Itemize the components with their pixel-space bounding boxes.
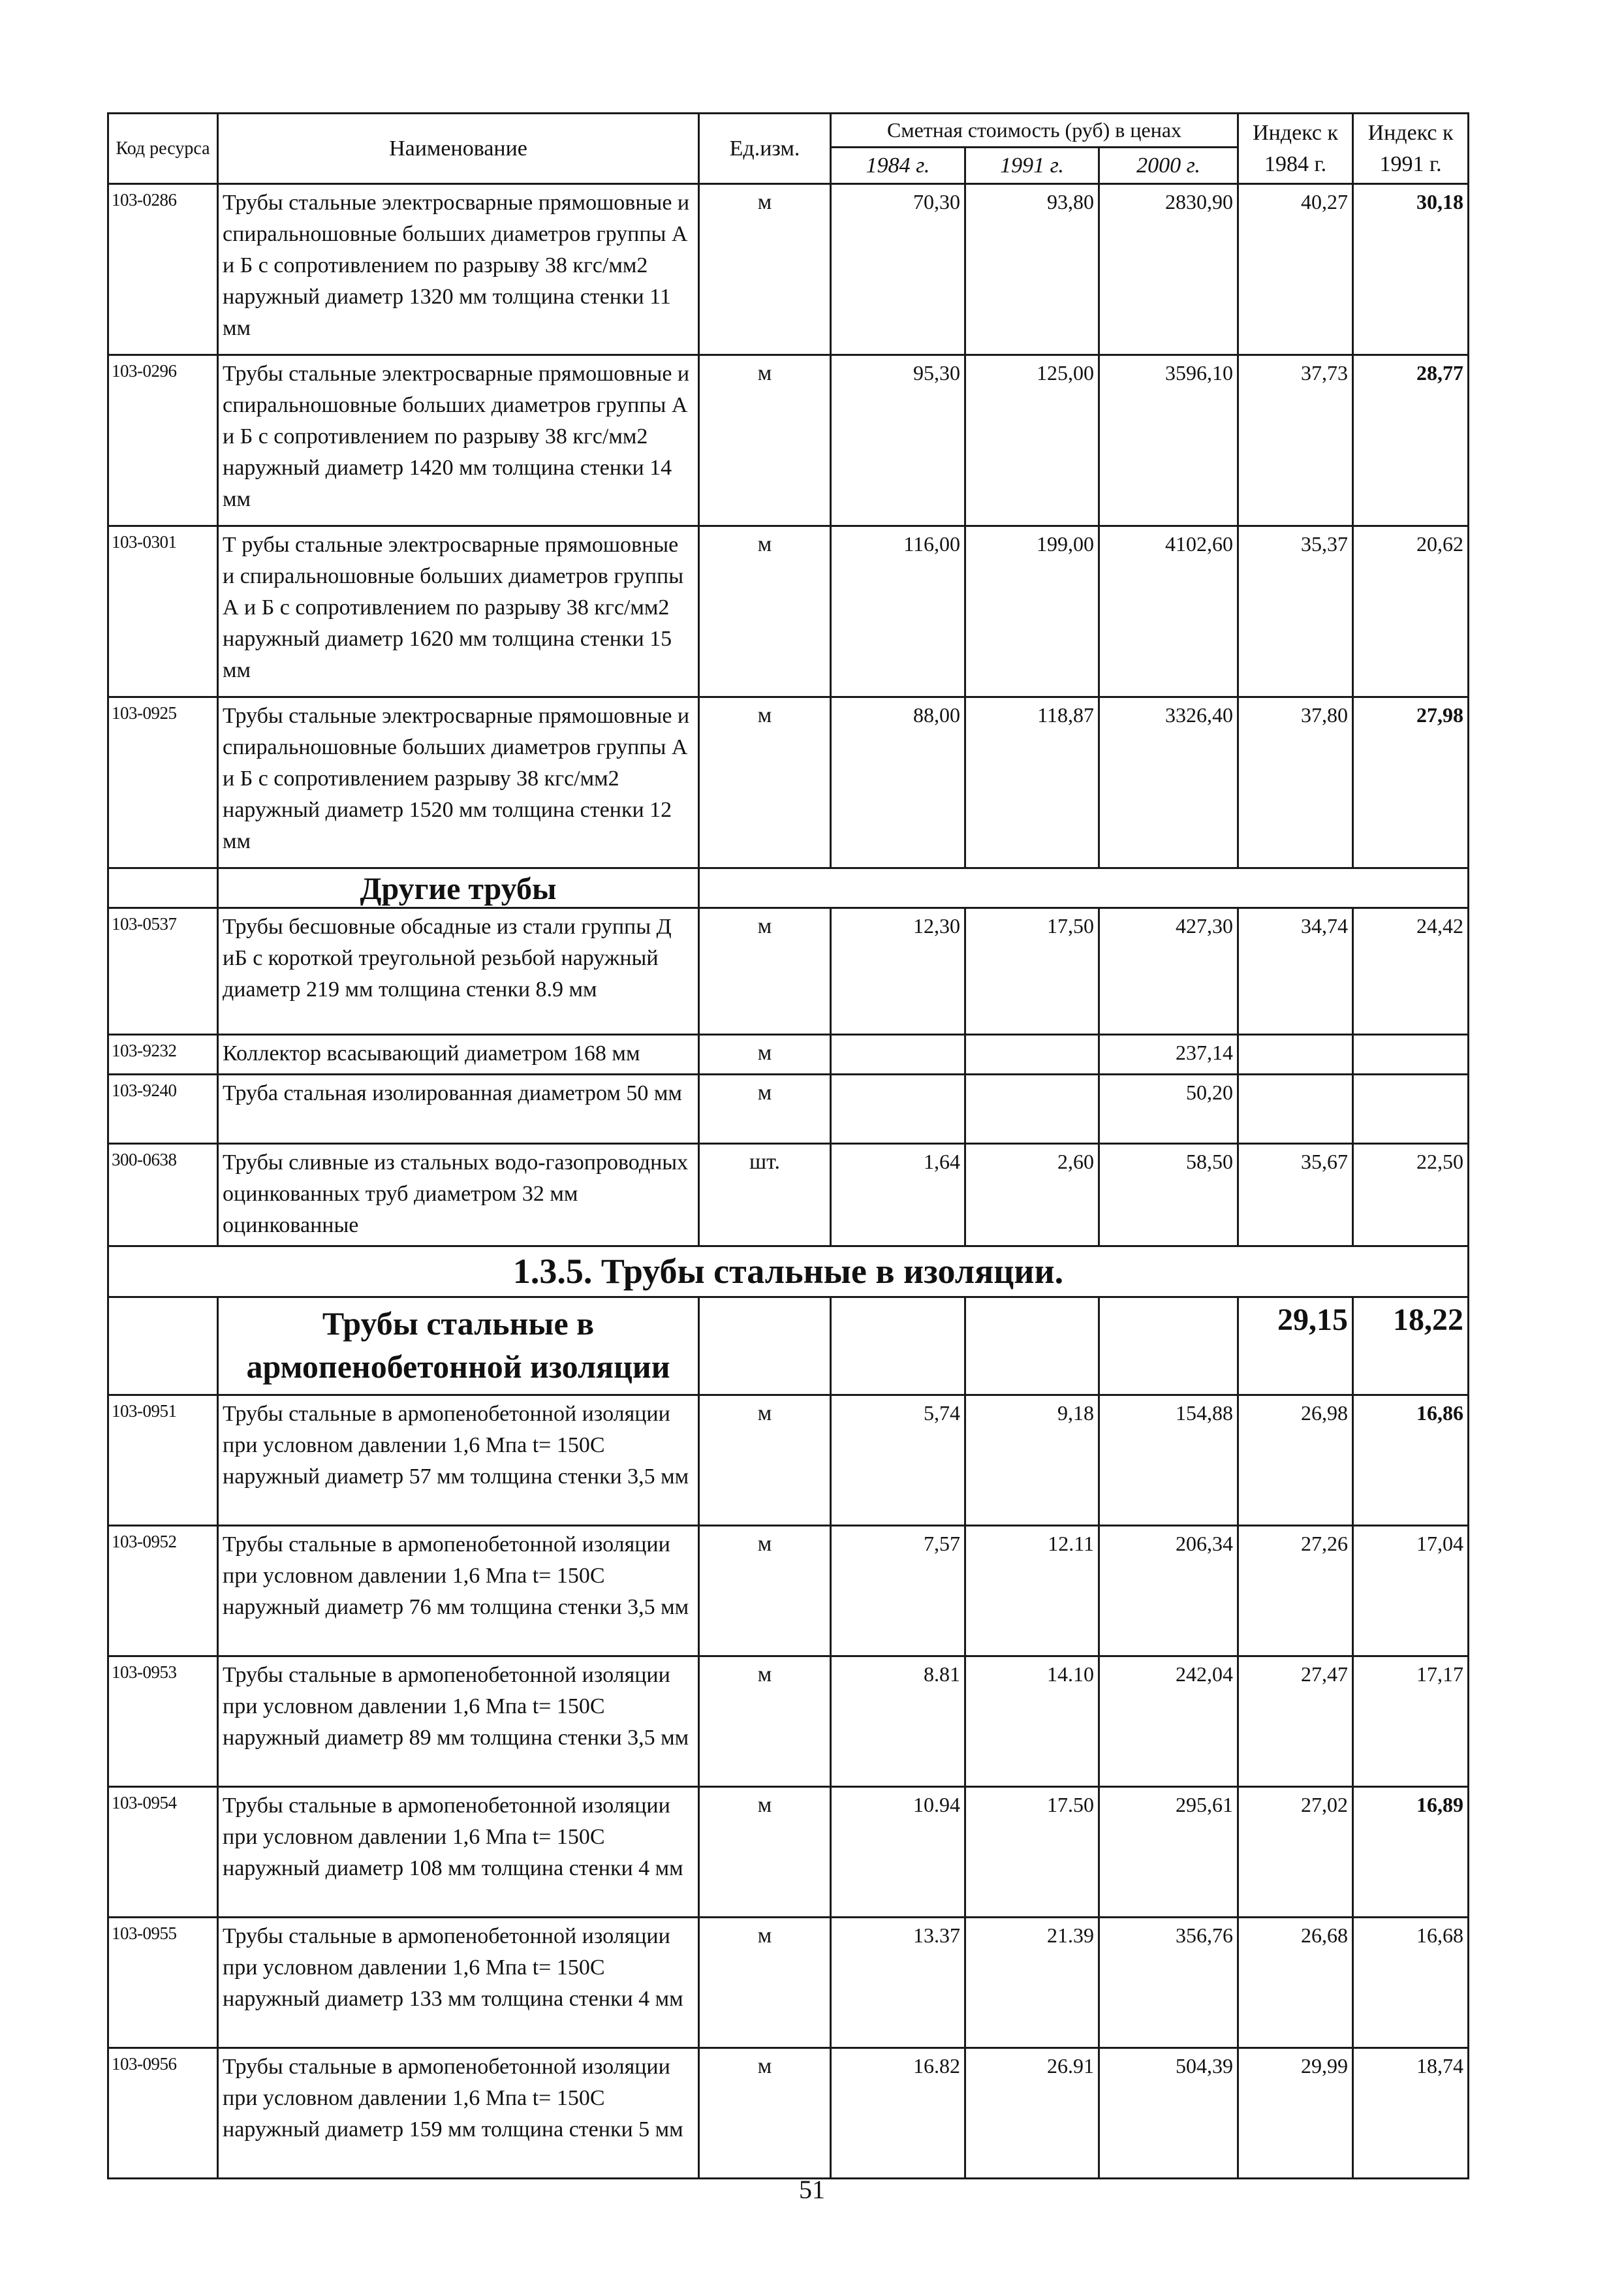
cost-1991-cell: 118,87 <box>965 697 1099 868</box>
cost-1984-cell: 95,30 <box>831 355 965 526</box>
table-row <box>108 1656 1469 1787</box>
index-1991-cell: 24,42 <box>1353 908 1469 1035</box>
table-row <box>108 2048 1469 2179</box>
resource-code: 300-0638 <box>108 1144 218 1246</box>
resource-name: Трубы стальные электросварные прямошовные и спиральношовные больших диаметров группы А и Б с сопротивлением разрыву 38 кгс/мм2 наружный диаметр 1520 мм толщина стенки 12 мм <box>218 697 699 868</box>
resource-name: Т рубы стальные электросварные прямошовные и спиральношовные больших диаметров группы А и Б с сопротивлением по разрыву 38 кгс/мм2 наружный диаметр 1620 мм толщина стенки 15 мм <box>218 526 699 697</box>
index-1991-cell: 30,18 <box>1353 184 1469 355</box>
price-table <box>107 112 1469 2179</box>
section-title: 1.3.5. Трубы стальные в изоляции. <box>108 1246 1469 1297</box>
cost-2000-cell: 154,88 <box>1099 1395 1238 1526</box>
unit-cell: м <box>699 1787 831 1918</box>
unit-cell: м <box>699 1656 831 1787</box>
unit-cell: м <box>699 355 831 526</box>
empty-cell <box>699 868 1469 908</box>
header-year-1991: 1991 г. <box>965 148 1099 184</box>
resource-code: 103-0951 <box>108 1395 218 1526</box>
unit-cell: м <box>699 908 831 1035</box>
group-row <box>108 1297 1469 1395</box>
unit-cell: м <box>699 2048 831 2179</box>
index-1991-cell: 18,74 <box>1353 2048 1469 2179</box>
resource-code: 103-0925 <box>108 697 218 868</box>
index-1984-cell: 27,02 <box>1238 1787 1353 1918</box>
index-1991-cell: 16,68 <box>1353 1918 1469 2048</box>
cost-2000-cell: 295,61 <box>1099 1787 1238 1918</box>
resource-code: 103-0286 <box>108 184 218 355</box>
unit-cell: м <box>699 526 831 697</box>
cost-2000-cell: 4102,60 <box>1099 526 1238 697</box>
cost-2000-cell: 3326,40 <box>1099 697 1238 868</box>
unit-cell: м <box>699 1918 831 2048</box>
cost-1991-cell: 9,18 <box>965 1395 1099 1526</box>
subheading-row <box>108 868 1469 908</box>
cost-1991-cell: 125,00 <box>965 355 1099 526</box>
cost-1991-cell: 93,80 <box>965 184 1099 355</box>
other-pipes-title: Другие трубы <box>218 868 699 908</box>
cost-1984-cell: 12,30 <box>831 908 965 1035</box>
cost-2000-cell: 3596,10 <box>1099 355 1238 526</box>
cost-1991-cell: 14.10 <box>965 1656 1099 1787</box>
index-1991-cell: 17,04 <box>1353 1526 1469 1656</box>
unit-cell: м <box>699 184 831 355</box>
index-1984-cell: 37,80 <box>1238 697 1353 868</box>
table-row <box>108 908 1469 1035</box>
index-1984-cell: 29,99 <box>1238 2048 1353 2179</box>
cost-2000-cell: 2830,90 <box>1099 184 1238 355</box>
table-row <box>108 1075 1469 1144</box>
header-code: Код ресурса <box>108 114 218 184</box>
index-1984-cell <box>1238 1035 1353 1075</box>
price-table-sheet <box>107 112 1467 2179</box>
unit-cell: м <box>699 1395 831 1526</box>
table-row <box>108 1395 1469 1526</box>
header-name: Наименование <box>218 114 699 184</box>
cost-1991-cell: 17.50 <box>965 1787 1099 1918</box>
cost-2000-cell: 206,34 <box>1099 1526 1238 1656</box>
resource-code: 103-0953 <box>108 1656 218 1787</box>
resource-code: 103-0301 <box>108 526 218 697</box>
section-row <box>108 1246 1469 1297</box>
cost-2000-cell: 427,30 <box>1099 908 1238 1035</box>
empty-cell <box>108 1297 218 1395</box>
empty-cell <box>699 1297 831 1395</box>
group-index-1991: 18,22 <box>1353 1297 1469 1395</box>
unit-cell: м <box>699 1526 831 1656</box>
cost-2000-cell: 237,14 <box>1099 1035 1238 1075</box>
cost-2000-cell: 356,76 <box>1099 1918 1238 2048</box>
cost-1991-cell: 21.39 <box>965 1918 1099 2048</box>
header-index-1984: Индекс к 1984 г. <box>1238 114 1353 184</box>
index-1984-cell: 27,26 <box>1238 1526 1353 1656</box>
cost-1984-cell <box>831 1075 965 1144</box>
header-unit: Ед.изм. <box>699 114 831 184</box>
index-1991-cell <box>1353 1075 1469 1144</box>
index-1991-cell: 27,98 <box>1353 697 1469 868</box>
index-1984-cell: 27,47 <box>1238 1656 1353 1787</box>
index-1984-cell <box>1238 1075 1353 1144</box>
cost-2000-cell: 50,20 <box>1099 1075 1238 1144</box>
resource-name: Трубы сливные из стальных водо-газопроводных оцинкованных труб диаметром 32 мм оцинкованные <box>218 1144 699 1246</box>
cost-1984-cell <box>831 1035 965 1075</box>
cost-1991-cell: 26.91 <box>965 2048 1099 2179</box>
cost-1984-cell: 13.37 <box>831 1918 965 2048</box>
group-index-1984: 29,15 <box>1238 1297 1353 1395</box>
index-1984-cell: 34,74 <box>1238 908 1353 1035</box>
index-1991-cell: 28,77 <box>1353 355 1469 526</box>
resource-name: Трубы бесшовные обсадные из стали группы Д иБ с короткой треугольной резьбой наружный диаметр 219 мм толщина стенки 8.9 мм <box>218 908 699 1035</box>
resource-code: 103-0296 <box>108 355 218 526</box>
group-title: Трубы стальные в армопенобетонной изоляции <box>218 1297 699 1395</box>
cost-2000-cell: 242,04 <box>1099 1656 1238 1787</box>
resource-code: 103-0952 <box>108 1526 218 1656</box>
header-cost-group: Сметная стоимость (руб) в ценах <box>831 114 1238 148</box>
index-1991-cell: 22,50 <box>1353 1144 1469 1246</box>
cost-1991-cell: 17,50 <box>965 908 1099 1035</box>
resource-name: Трубы стальные электросварные прямошовные и спиральношовные больших диаметров группы А и Б с сопротивлением по разрыву 38 кгс/мм2 наружный диаметр 1320 мм толщина стенки 11 мм <box>218 184 699 355</box>
empty-cell <box>965 1297 1099 1395</box>
cost-1984-cell: 116,00 <box>831 526 965 697</box>
cost-1984-cell: 5,74 <box>831 1395 965 1526</box>
header-year-2000: 2000 г. <box>1099 148 1238 184</box>
page-number: 51 <box>799 2175 825 2204</box>
resource-name: Коллектор всасывающий диаметром 168 мм <box>218 1035 699 1075</box>
cost-1984-cell: 10.94 <box>831 1787 965 1918</box>
cost-1984-cell: 7,57 <box>831 1526 965 1656</box>
index-1984-cell: 35,37 <box>1238 526 1353 697</box>
table-row <box>108 355 1469 526</box>
table-row <box>108 1526 1469 1656</box>
table-row <box>108 1035 1469 1075</box>
table-row <box>108 526 1469 697</box>
header-index-1991: Индекс к 1991 г. <box>1353 114 1469 184</box>
unit-cell: шт. <box>699 1144 831 1246</box>
resource-name: Трубы стальные в армопенобетонной изоляции при условном давлении 1,6 Мпа t= 150С наружный диаметр 89 мм толщина стенки 3,5 мм <box>218 1656 699 1787</box>
cost-1991-cell <box>965 1035 1099 1075</box>
cost-1991-cell: 2,60 <box>965 1144 1099 1246</box>
resource-code: 103-0954 <box>108 1787 218 1918</box>
index-1991-cell: 20,62 <box>1353 526 1469 697</box>
resource-name: Трубы стальные в армопенобетонной изоляции при условном давлении 1,6 Мпа t= 150С наружный диаметр 159 мм толщина стенки 5 мм <box>218 2048 699 2179</box>
cost-1984-cell: 16.82 <box>831 2048 965 2179</box>
resource-name: Труба стальная изолированная диаметром 50 мм <box>218 1075 699 1144</box>
cost-2000-cell: 504,39 <box>1099 2048 1238 2179</box>
table-row <box>108 1144 1469 1246</box>
unit-cell: м <box>699 1035 831 1075</box>
index-1984-cell: 26,68 <box>1238 1918 1353 2048</box>
resource-name: Трубы стальные в армопенобетонной изоляции при условном давлении 1,6 Мпа t= 150С наружный диаметр 108 мм толщина стенки 4 мм <box>218 1787 699 1918</box>
resource-code: 103-9240 <box>108 1075 218 1144</box>
cost-1984-cell: 1,64 <box>831 1144 965 1246</box>
table-row <box>108 184 1469 355</box>
empty-cell <box>1099 1297 1238 1395</box>
unit-cell: м <box>699 1075 831 1144</box>
header-year-1984: 1984 г. <box>831 148 965 184</box>
index-1991-cell: 17,17 <box>1353 1656 1469 1787</box>
resource-code: 103-0537 <box>108 908 218 1035</box>
resource-code: 103-0956 <box>108 2048 218 2179</box>
cost-1991-cell: 12.11 <box>965 1526 1099 1656</box>
index-1984-cell: 26,98 <box>1238 1395 1353 1526</box>
resource-code: 103-0955 <box>108 1918 218 2048</box>
empty-cell <box>831 1297 965 1395</box>
resource-name: Трубы стальные в армопенобетонной изоляции при условном давлении 1,6 Мпа t= 150С наружный диаметр 133 мм толщина стенки 4 мм <box>218 1918 699 2048</box>
resource-name: Трубы стальные в армопенобетонной изоляции при условном давлении 1,6 Мпа t= 150С наружный диаметр 57 мм толщина стенки 3,5 мм <box>218 1395 699 1526</box>
index-1984-cell: 37,73 <box>1238 355 1353 526</box>
table-row <box>108 1918 1469 2048</box>
resource-name: Трубы стальные электросварные прямошовные и спиральношовные больших диаметров группы А и Б с сопротивлением по разрыву 38 кгс/мм2 наружный диаметр 1420 мм толщина стенки 14 мм <box>218 355 699 526</box>
cost-1984-cell: 70,30 <box>831 184 965 355</box>
cost-2000-cell: 58,50 <box>1099 1144 1238 1246</box>
empty-cell <box>108 868 218 908</box>
cost-1991-cell <box>965 1075 1099 1144</box>
cost-1984-cell: 8.81 <box>831 1656 965 1787</box>
cost-1991-cell: 199,00 <box>965 526 1099 697</box>
unit-cell: м <box>699 697 831 868</box>
resource-code: 103-9232 <box>108 1035 218 1075</box>
table-row <box>108 697 1469 868</box>
index-1991-cell <box>1353 1035 1469 1075</box>
resource-name: Трубы стальные в армопенобетонной изоляции при условном давлении 1,6 Мпа t= 150С наружный диаметр 76 мм толщина стенки 3,5 мм <box>218 1526 699 1656</box>
index-1991-cell: 16,86 <box>1353 1395 1469 1526</box>
cost-1984-cell: 88,00 <box>831 697 965 868</box>
table-row <box>108 1787 1469 1918</box>
index-1991-cell: 16,89 <box>1353 1787 1469 1918</box>
index-1984-cell: 35,67 <box>1238 1144 1353 1246</box>
index-1984-cell: 40,27 <box>1238 184 1353 355</box>
